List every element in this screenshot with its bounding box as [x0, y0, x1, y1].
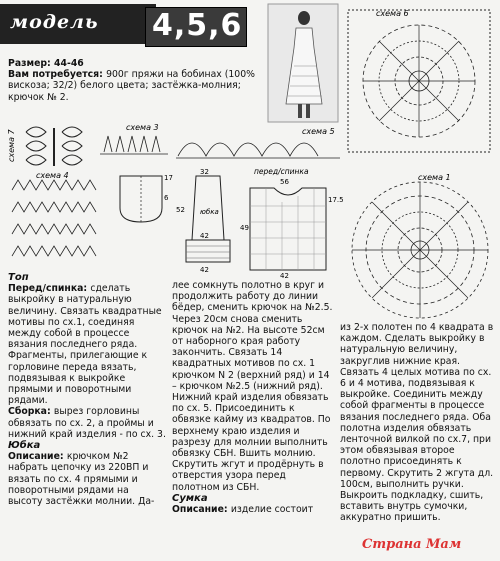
- column-2-body: лее сомкнуть полотно в круг и продолжить работу до линии бёдер, сменить крючок на №2.5. Через 20см снова сменить крючок на №2. На высоте 52см от наборного края работу закончить. Связать 14 квадратных мотивов по сх. 1 крючком N 2 (верхний ряд) и 14 – крючком №2.5 (нижний ряд). Нижний край изделия обвязать по сх. 5. Присоединить к обвязке кайму из квадратов. По верхнему краю изделия и разрезу для молнии выполнить обвязку СБН. Вшить молнию. Скрутить жгут и продёрнуть в отверстия узора перед полотном из СБН.: [172, 280, 333, 493]
- column-3-text: [340, 322, 498, 524]
- dim-56: 56: [280, 178, 289, 186]
- scheme-1-label: схема 1: [418, 173, 451, 182]
- materials-label: Вам потребуется:: [8, 69, 103, 81]
- dim-17a: 17: [164, 174, 173, 182]
- front-back-label: перед/спинка: [254, 167, 309, 176]
- assembly-heading: Сборка:: [8, 406, 51, 418]
- front-heading: Перед/спинка:: [8, 283, 88, 295]
- dim-6: 6: [164, 194, 169, 202]
- watermark: Страна Мам: [362, 537, 462, 552]
- dim-49: 49: [240, 224, 249, 232]
- dim-42c: 42: [280, 272, 289, 280]
- scheme-5-label: схема 5: [302, 127, 335, 136]
- front-text: сделать выкройку в натуральную величину. Связать квадратные мотивы по сх.1, соединяя между собой в процессе вязания последнего ряда. Фрагменты, прилегающие к горловине переда вязать, подвязывая к выкройке прямыми и поворотными рядами.: [8, 283, 162, 407]
- dim-42a: 42: [200, 232, 209, 240]
- skirt-label: юбка: [200, 208, 219, 216]
- size-value: 44-46: [54, 58, 84, 69]
- bag-desc-heading: Описание:: [172, 504, 228, 516]
- scheme-7-label: схема 7: [7, 129, 16, 162]
- skirt-desc-text: крючком №2 набрать цепочку из 220ВП и вязать по сх. 4 прямыми и поворотными рядами на высоту застёжки молнии. Да-: [8, 451, 155, 508]
- skirt-pattern: [176, 170, 242, 278]
- skirt-heading: Юбка: [8, 440, 41, 452]
- front-back-pattern: [240, 166, 344, 280]
- dim-42b: 42: [200, 266, 209, 274]
- bag-heading: Сумка: [172, 492, 208, 504]
- dim-32: 32: [200, 168, 209, 176]
- dress-photo: [268, 4, 338, 122]
- assembly-text: вырез горловины обвязать по сх. 2, а проймы и нижний край изделия - по сх. 3.: [8, 406, 166, 440]
- scheme-1-diagram: [342, 172, 498, 322]
- column-2-text: [172, 280, 334, 515]
- column-3-body: из 2-х полотен по 4 квадрата в каждом. Сделать выкройку в натуральную величину, закруглив нижние края. Связать 4 целых мотива по сх. 6 и 4 мотива, подвязывая к выкройке. Соединить между собой фрагменты в процессе вязания последнего ряда. Оба полотна изделия обвязать ленточной вилкой по сх.7, при этом обвязывая второе полотно присоединять к первому. Скрутить 2 жгута дл. 100см, выполнить ручки. Выкроить подкладку, сшить, вставить внутрь сумочки, аккуратно пришить.: [340, 322, 494, 524]
- bag-pattern: [112, 170, 172, 230]
- scheme-4-label: схема 4: [36, 171, 69, 180]
- skirt-desc-heading: Описание:: [8, 451, 64, 463]
- scheme-3-label: схема 3: [126, 123, 159, 132]
- top-heading: Топ: [8, 272, 29, 283]
- dim-52: 52: [176, 206, 185, 214]
- scheme-6-label: схема 6: [376, 9, 409, 18]
- materials-text: 900г пряжи на бобинах (100% вискоза; 32/2) белого цвета; застёжка-молния; крючок № 2.: [8, 69, 255, 103]
- dim-17b: 17.5: [328, 196, 344, 204]
- banner-title: модель: [10, 11, 99, 33]
- bag-desc-text: изделие состоит: [230, 504, 314, 516]
- scheme-4-diagram: [6, 172, 110, 268]
- size-label: Размер:: [8, 58, 51, 69]
- column-1-text: [8, 272, 166, 507]
- model-number: 4,5,6: [152, 8, 243, 43]
- intro-block: [8, 58, 256, 103]
- scheme-6-diagram: [346, 8, 492, 154]
